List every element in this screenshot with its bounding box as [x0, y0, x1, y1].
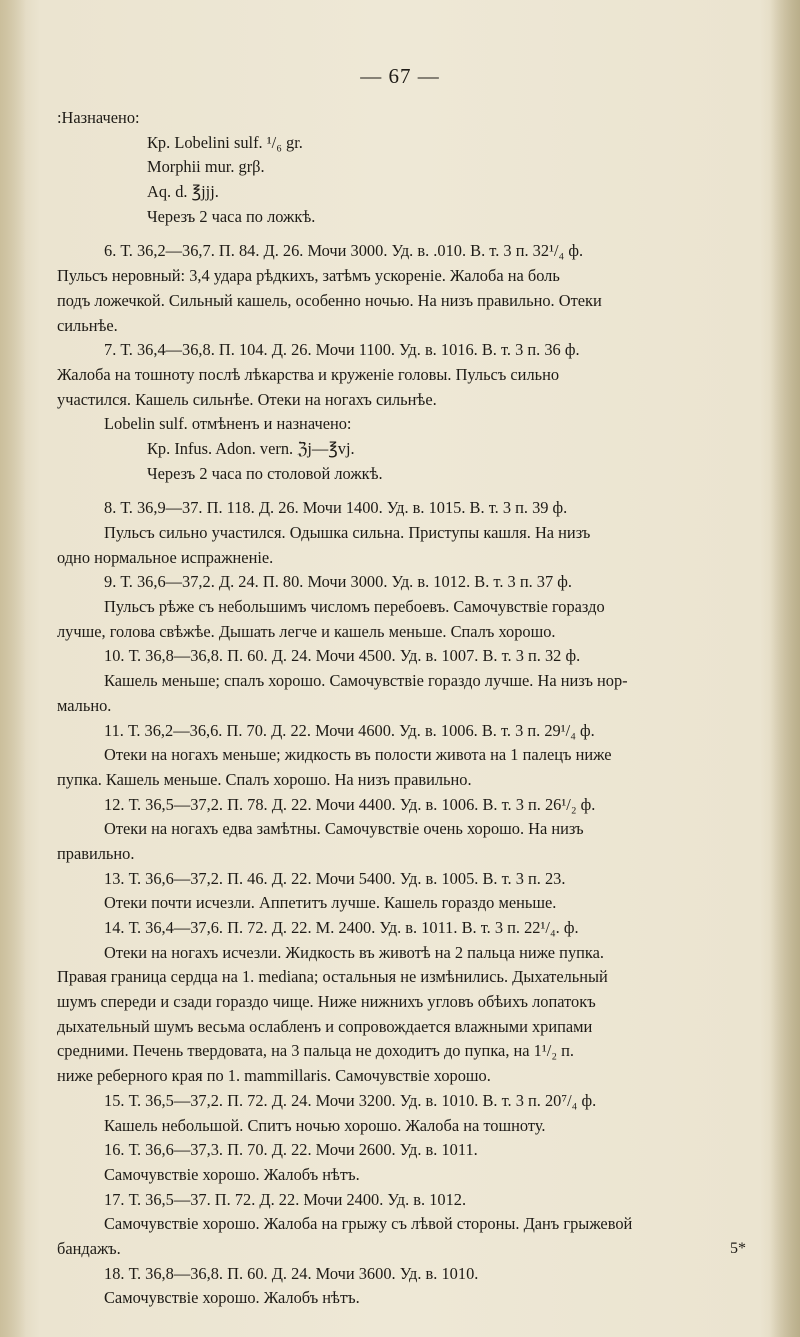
entry-line: Отеки почти исчезли. Аппетитъ лучше. Кашель гораздо меньше.: [104, 893, 557, 913]
entry-line: Отеки на ногахъ едва замѣтны. Самочувствіе очень хорошо. На низъ: [104, 819, 584, 839]
entry-line: дыхательный шумъ весьма ослабленъ и сопровождается влажными хрипами: [57, 1016, 593, 1036]
entry-line: шумъ спереди и сзади гораздо чище. Ниже нижнихъ угловъ обѣихъ лопатокъ: [57, 992, 596, 1012]
entry-line: 14. Т. 36,4—37,6. П. 72. Д. 22. М. 2400. Уд. в. 1011. В. т. 3 п. 22¹/₄. ф.: [104, 918, 579, 937]
entry-line: одно нормальное испражненіе.: [57, 547, 274, 567]
entry-line: Отеки на ногахъ исчезли. Жидкость въ животѣ на 2 пальца ниже пупка.: [104, 942, 605, 962]
page-shadow-right: [770, 0, 800, 1337]
entry-line: лучше, голова свѣжѣе. Дышать легче и кашель меньше. Спалъ хорошо.: [57, 621, 556, 641]
entry-line: Кашель меньше; спалъ хорошо. Самочувствіе гораздо лучше. На низъ нор-: [104, 671, 628, 691]
entry-line: 11. Т. 36,2—36,6. П. 70. Д. 22. Мочи 4600. Уд. в. 1006. В. т. 3 п. 29¹/₄ ф.: [104, 720, 595, 740]
prescription-line: Кр. Infus. Adon. vern. ℨj—℥vj.: [147, 438, 355, 458]
entry-line: Кашель небольшой. Спитъ ночью хорошо. Жалоба на тошноту.: [104, 1115, 546, 1135]
entry-line: сильнѣе.: [57, 315, 118, 335]
entry-line: Правая граница сердца на 1. mediana; остальныя не измѣнились. Дыхательный: [57, 967, 608, 987]
entry-line: 7. Т. 36,4—36,8. П. 104. Д. 26. Мочи 1100. Уд. в. 1016. В. т. 3 п. 36 ф.: [104, 340, 580, 360]
entry-line: подъ ложечкой. Сильный кашель, особенно ночью. На низъ правильно. Отеки: [57, 290, 602, 310]
entry-line: участился. Кашель сильнѣе. Отеки на ногахъ сильнѣе.: [57, 389, 437, 409]
page-number: — 67 —: [360, 64, 440, 88]
entry-line: Пульсъ неровный: 3,4 удара рѣдкихъ, затѣмъ ускореніе. Жалоба на боль: [57, 266, 560, 286]
page-shadow-left: [0, 0, 26, 1337]
entry-line: Жалоба на тошноту послѣ лѣкарства и круженіе головы. Пульсъ сильно: [57, 364, 560, 384]
entry-line: Самочувствіе хорошо. Жалобъ нѣтъ.: [104, 1164, 360, 1184]
entry-line: Самочувствіе хорошо. Жалобъ нѣтъ.: [104, 1288, 360, 1308]
entry-line: 8. Т. 36,9—37. П. 118. Д. 26. Мочи 1400. Уд. в. 1015. В. т. 3 п. 39 ф.: [104, 498, 568, 518]
entry-line: 9. Т. 36,6—37,2. Д. 24. П. 80. Мочи 3000. Уд. в. 1012. В. т. 3 п. 37 ф.: [104, 572, 572, 592]
entry-line: 12. Т. 36,5—37,2. П. 78. Д. 22. Мочи 4400. Уд. в. 1006. В. т. 3 п. 26¹/₂ ф.: [104, 794, 596, 814]
prescription-line: Черезъ 2 часа по столовой ложкѣ.: [147, 463, 383, 483]
entry-line: пупка. Кашель меньше. Спалъ хорошо. На низъ правильно.: [57, 769, 472, 789]
entry-line: мально.: [57, 695, 112, 715]
entry-line: 10. Т. 36,8—36,8. П. 60. Д. 24. Мочи 4500. Уд. в. 1007. В. т. 3 п. 32 ф.: [104, 646, 581, 666]
entry-line: Lobelin sulf. отмѣненъ и назначено:: [104, 414, 352, 434]
prescription-line: Aq. d. ℥jjj.: [147, 182, 219, 202]
prescription-heading: :Назначено:: [57, 108, 140, 127]
entry-line: 13. Т. 36,6—37,2. П. 46. Д. 22. Мочи 5400. Уд. в. 1005. В. т. 3 п. 23.: [104, 868, 566, 888]
prescription-line: Черезъ 2 часа по ложкѣ.: [147, 206, 316, 226]
entry-line: Пульсъ рѣже съ небольшимъ числомъ перебоевъ. Самочувствіе гораздо: [104, 597, 605, 617]
entry-line: 18. Т. 36,8—36,8. П. 60. Д. 24. Мочи 3600. Уд. в. 1010.: [104, 1263, 479, 1283]
entry-line: ниже реберного края по 1. mammillaris. Самочувствіе хорошо.: [57, 1066, 491, 1086]
entry-line: 16. Т. 36,6—37,3. П. 70. Д. 22. Мочи 2600. Уд. в. 1011.: [104, 1140, 478, 1160]
prescription-line: Morphii mur. grβ.: [147, 157, 265, 177]
entry-line: 15. Т. 36,5—37,2. П. 72. Д. 24. Мочи 3200. Уд. в. 1010. В. т. 3 п. 20⁷/₄ ф.: [104, 1090, 597, 1110]
entry-line: бандажъ.: [57, 1238, 121, 1258]
page-body: [57, 106, 747, 1311]
entry-line: 17. Т. 36,5—37. П. 72. Д. 22. Мочи 2400. Уд. в. 1012.: [104, 1189, 467, 1209]
entry-line: 6. Т. 36,2—36,7. П. 84. Д. 26. Мочи 3000. Уд. в. .010. В. т. 3 п. 32¹/₄ ф.: [104, 241, 584, 261]
entry-line: правильно.: [57, 843, 135, 863]
signature-mark: 5*: [730, 1240, 746, 1257]
entry-line: Пульсъ сильно участился. Одышка сильна. Приступы кашля. На низъ: [104, 523, 591, 542]
entry-line: Самочувствіе хорошо. Жалоба на грыжу съ лѣвой стороны. Данъ грыжевой: [104, 1214, 633, 1234]
entry-line: Отеки на ногахъ меньше; жидкость въ полости живота на 1 палецъ ниже: [104, 745, 612, 765]
entry-line: средними. Печень твердовата, на 3 пальца не доходитъ до пупка, на 1¹/₂ п.: [57, 1041, 574, 1061]
prescription-line: Кр. Lobelini sulf. ¹/₆ gr.: [147, 132, 303, 152]
